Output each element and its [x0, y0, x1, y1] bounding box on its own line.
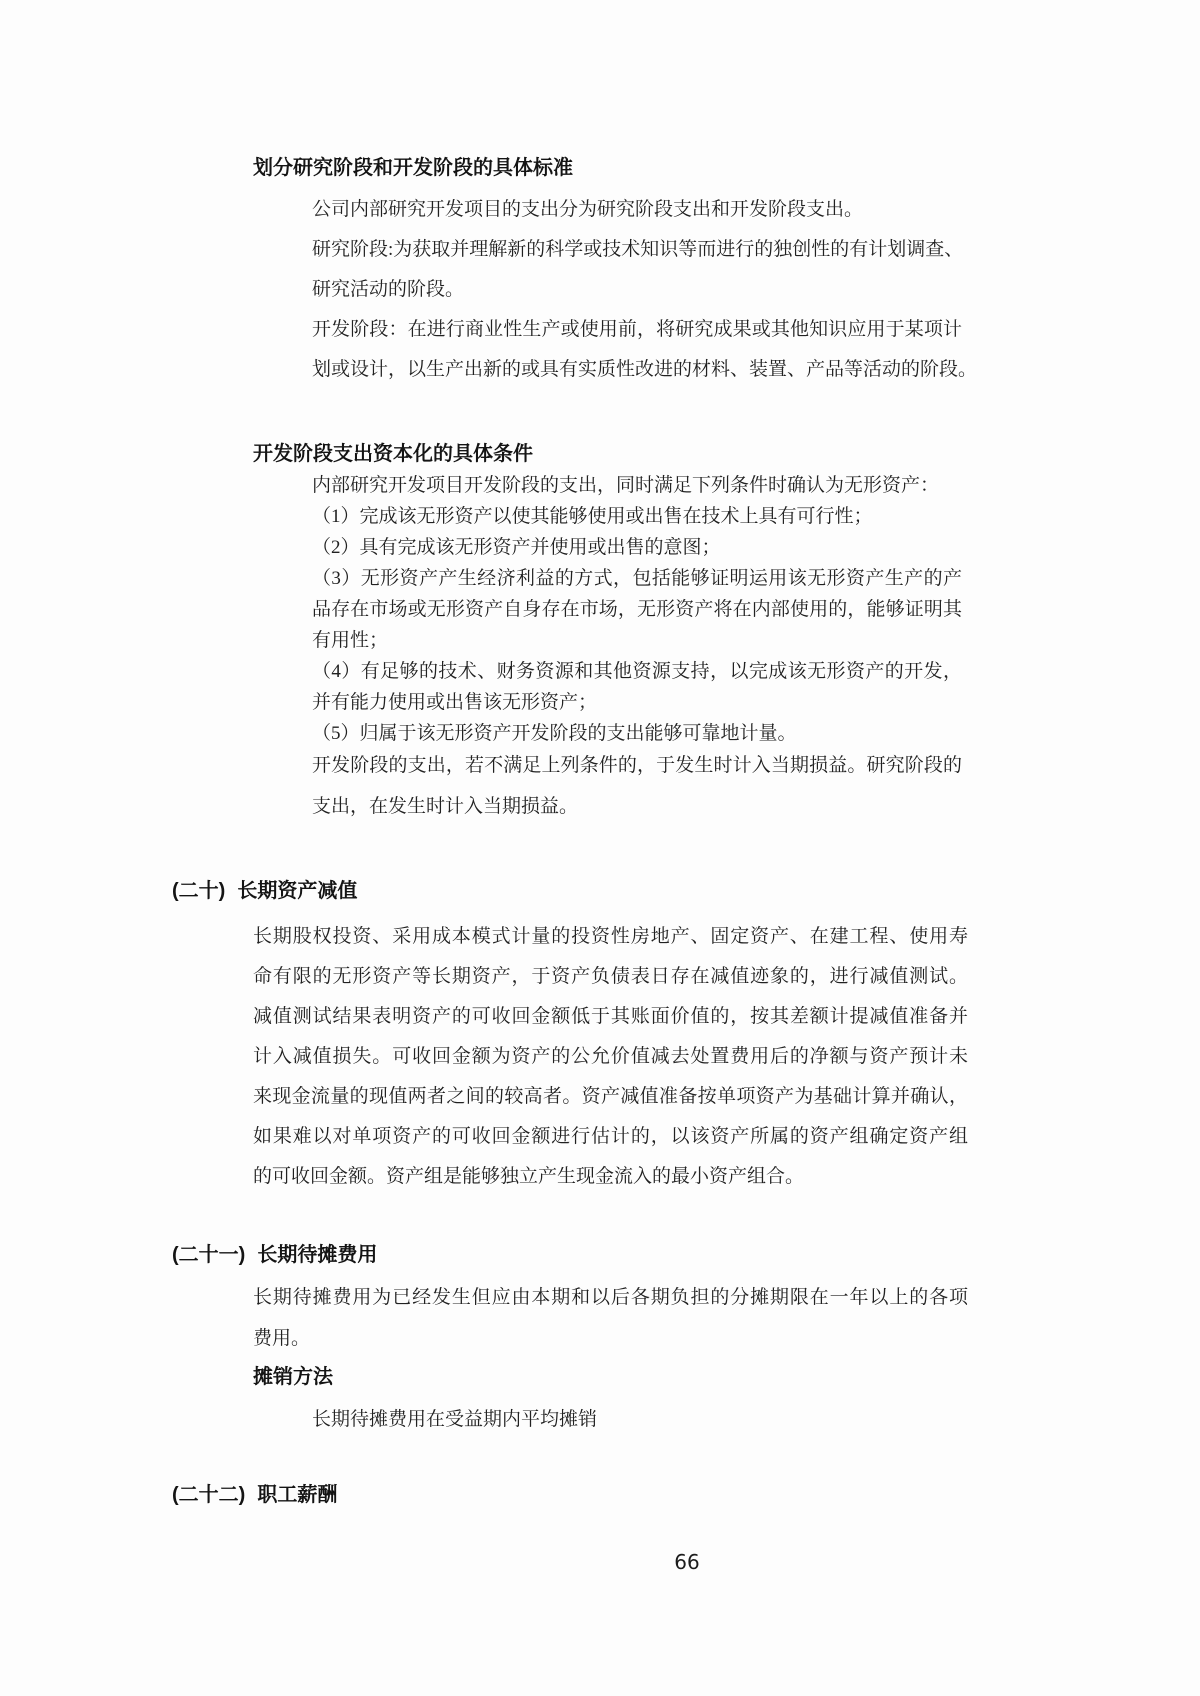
text-line: 内部研究开发项目开发阶段的支出，同时满足下列条件时确认为无形资产： — [312, 475, 940, 496]
text-line: 开发阶段：在进行商业性生产或使用前，将研究成果或其他知识应用于某项计 — [312, 319, 962, 340]
text-line: 长期待摊费用在受益期内平均摊销 — [312, 1409, 598, 1430]
text-line: 品存在市场或无形资产自身存在市场，无形资产将在内部使用的，能够证明其 — [312, 599, 962, 620]
section-heading-20-impairment — [172, 877, 357, 905]
section-heading-22-employee-compensation — [172, 1481, 337, 1509]
section-number: (二十) — [172, 880, 226, 902]
text-line: （5）归属于该无形资产开发阶段的支出能够可靠地计量。 — [312, 723, 797, 744]
text-line: （2）具有完成该无形资产并使用或出售的意图； — [312, 537, 721, 558]
text-line: （1）完成该无形资产以使其能够使用或出售在技术上具有可行性； — [312, 506, 873, 527]
text-line: 研究阶段:为获取并理解新的科学或技术知识等而进行的独创性的有计划调查、 — [312, 239, 964, 260]
section-title: 长期待摊费用 — [257, 1244, 378, 1266]
text-line: 长期待摊费用为已经发生但应由本期和以后各期负担的分摊期限在一年以上的各项 — [253, 1287, 968, 1308]
section-title: 职工薪酬 — [257, 1484, 338, 1506]
text-line: （4）有足够的技术、财务资源和其他资源支持，以完成该无形资产的开发， — [312, 661, 962, 682]
text-line: 命有限的无形资产等长期资产，于资产负债表日存在减值迹象的，进行减值测试。 — [253, 966, 968, 987]
text-line: 支出，在发生时计入当期损益。 — [312, 796, 579, 817]
capitalization-conditions-list — [312, 470, 962, 749]
research-dev-split-paragraphs — [312, 190, 978, 390]
text-line: 研究活动的阶段。 — [312, 279, 465, 300]
subsection-heading-research-dev-criteria: 划分研究阶段和开发阶段的具体标准 — [253, 157, 573, 179]
text-line: 有用性； — [312, 630, 389, 651]
text-line: 并有能力使用或出售该无形资产； — [312, 692, 598, 713]
text-line: 来现金流量的现值两者之间的较高者。资产减值准备按单项资产为基础计算并确认， — [253, 1086, 968, 1107]
capitalization-closing-paragraph — [312, 745, 962, 827]
subsection-heading-capitalization-conditions: 开发阶段支出资本化的具体条件 — [253, 443, 533, 465]
text-line: 费用。 — [253, 1328, 311, 1349]
text-line: 划或设计，以生产出新的或具有实质性改进的材料、装置、产品等活动的阶段。 — [312, 359, 978, 380]
subsection-heading-amortization-method: 摊销方法 — [253, 1366, 333, 1388]
page-number: 66 — [674, 1550, 700, 1574]
text-line: 开发阶段的支出，若不满足上列条件的，于发生时计入当期损益。研究阶段的 — [312, 755, 962, 776]
text-line: 的可收回金额。资产组是能够独立产生现金流入的最小资产组合。 — [253, 1166, 805, 1187]
impairment-paragraph — [253, 917, 968, 1197]
text-line: 计入减值损失。可收回金额为资产的公允价值减去处置费用后的净额与资产预计未 — [253, 1046, 968, 1067]
text-line: 长期股权投资、采用成本模式计量的投资性房地产、固定资产、在建工程、使用寿 — [253, 926, 968, 947]
text-line: （3）无形资产产生经济利益的方式，包括能够证明运用该无形资产生产的产 — [312, 568, 962, 589]
section-number: (二十一) — [172, 1244, 246, 1266]
section-heading-21-deferred-expenses — [172, 1241, 377, 1269]
text-line: 如果难以对单项资产的可收回金额进行估计的，以该资产所属的资产组确定资产组 — [253, 1126, 968, 1147]
section-title: 长期资产减值 — [237, 880, 358, 902]
text-line: 减值测试结果表明资产的可收回金额低于其账面价值的，按其差额计提减值准备并 — [253, 1006, 968, 1027]
section-number: (二十二) — [172, 1484, 246, 1506]
text-line: 公司内部研究开发项目的支出分为研究阶段支出和开发阶段支出。 — [312, 199, 864, 220]
deferred-expenses-paragraph — [253, 1277, 968, 1359]
amortization-method-paragraph — [312, 1400, 962, 1440]
